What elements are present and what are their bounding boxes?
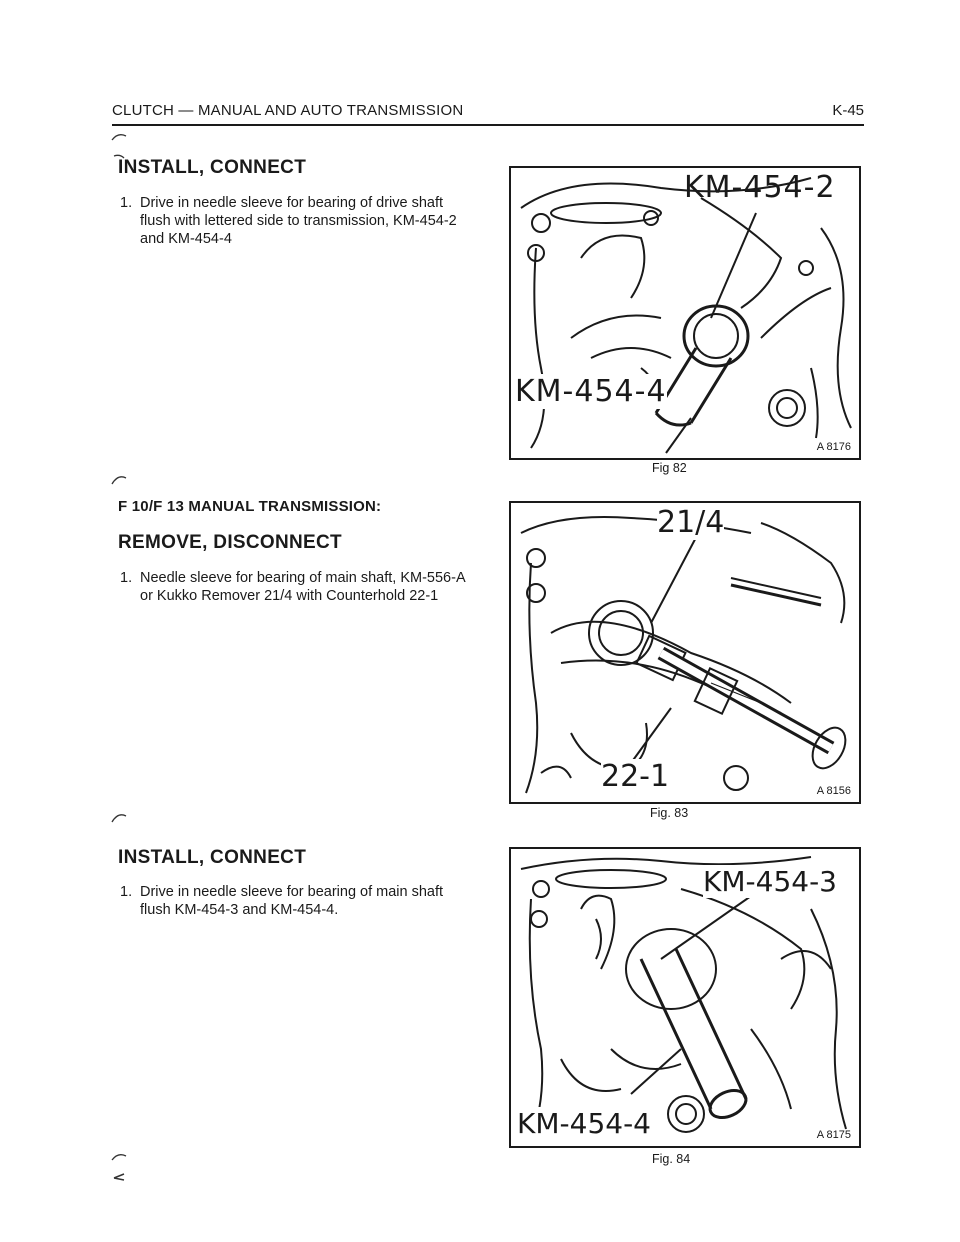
header-title: CLUTCH — MANUAL AND AUTO TRANSMISSION xyxy=(112,102,464,119)
margin-mark-2 xyxy=(110,472,130,488)
figure-83-callout-top: 21/4 xyxy=(657,505,725,540)
section1-step-text: Drive in needle sleeve for bearing of drive shaft flush with lettered side to transmission, KM-454-2 and KM-454-4 xyxy=(140,195,457,247)
figure-84-callout-top: KM-454-3 xyxy=(703,865,837,898)
margin-mark-4 xyxy=(110,1150,130,1184)
section3-step-number: 1. xyxy=(120,884,133,900)
figure-84-caption: Fig. 84 xyxy=(652,1152,691,1166)
figure-82-callout-top: KM-454-2 xyxy=(684,170,836,205)
figure-84 xyxy=(509,847,861,1148)
figure-82-caption: Fig 82 xyxy=(652,461,687,475)
section1-step-number: 1. xyxy=(120,195,133,211)
figure-82-illustration xyxy=(511,168,859,458)
section2-step-number: 1. xyxy=(120,570,133,586)
section2-step xyxy=(120,569,465,605)
page-number: K-45 xyxy=(832,102,864,119)
figure-82-callout-bottom: KM-454-4 xyxy=(515,374,667,409)
margin-mark-3 xyxy=(110,810,130,826)
figure-83-callout-bottom: 22-1 xyxy=(601,759,670,794)
section2-step-text: Needle sleeve for bearing of main shaft, KM-556-A or Kukko Remover 21/4 with Counterhold 22-1 xyxy=(140,570,465,604)
figure-82-code: A 8176 xyxy=(816,441,851,453)
figure-83-code: A 8156 xyxy=(816,785,851,797)
figure-84-callout-bottom: KM-454-4 xyxy=(517,1107,651,1140)
figure-83-caption: Fig. 83 xyxy=(650,806,689,820)
figure-83-illustration xyxy=(511,503,859,802)
section1-step xyxy=(120,194,465,248)
margin-mark-1 xyxy=(110,130,130,160)
figure-83 xyxy=(509,501,861,804)
figure-84-code: A 8175 xyxy=(816,1129,851,1141)
section1-heading: INSTALL, CONNECT xyxy=(118,157,307,178)
section2-heading: REMOVE, DISCONNECT xyxy=(118,532,342,553)
section3-step-text: Drive in needle sleeve for bearing of main shaft flush KM-454-3 and KM-454-4. xyxy=(140,884,444,918)
section2-subheading: F 10/F 13 MANUAL TRANSMISSION: xyxy=(118,498,382,515)
page-header xyxy=(112,100,864,126)
section3-heading: INSTALL, CONNECT xyxy=(118,847,307,868)
figure-82 xyxy=(509,166,861,460)
section3-step xyxy=(120,883,465,919)
